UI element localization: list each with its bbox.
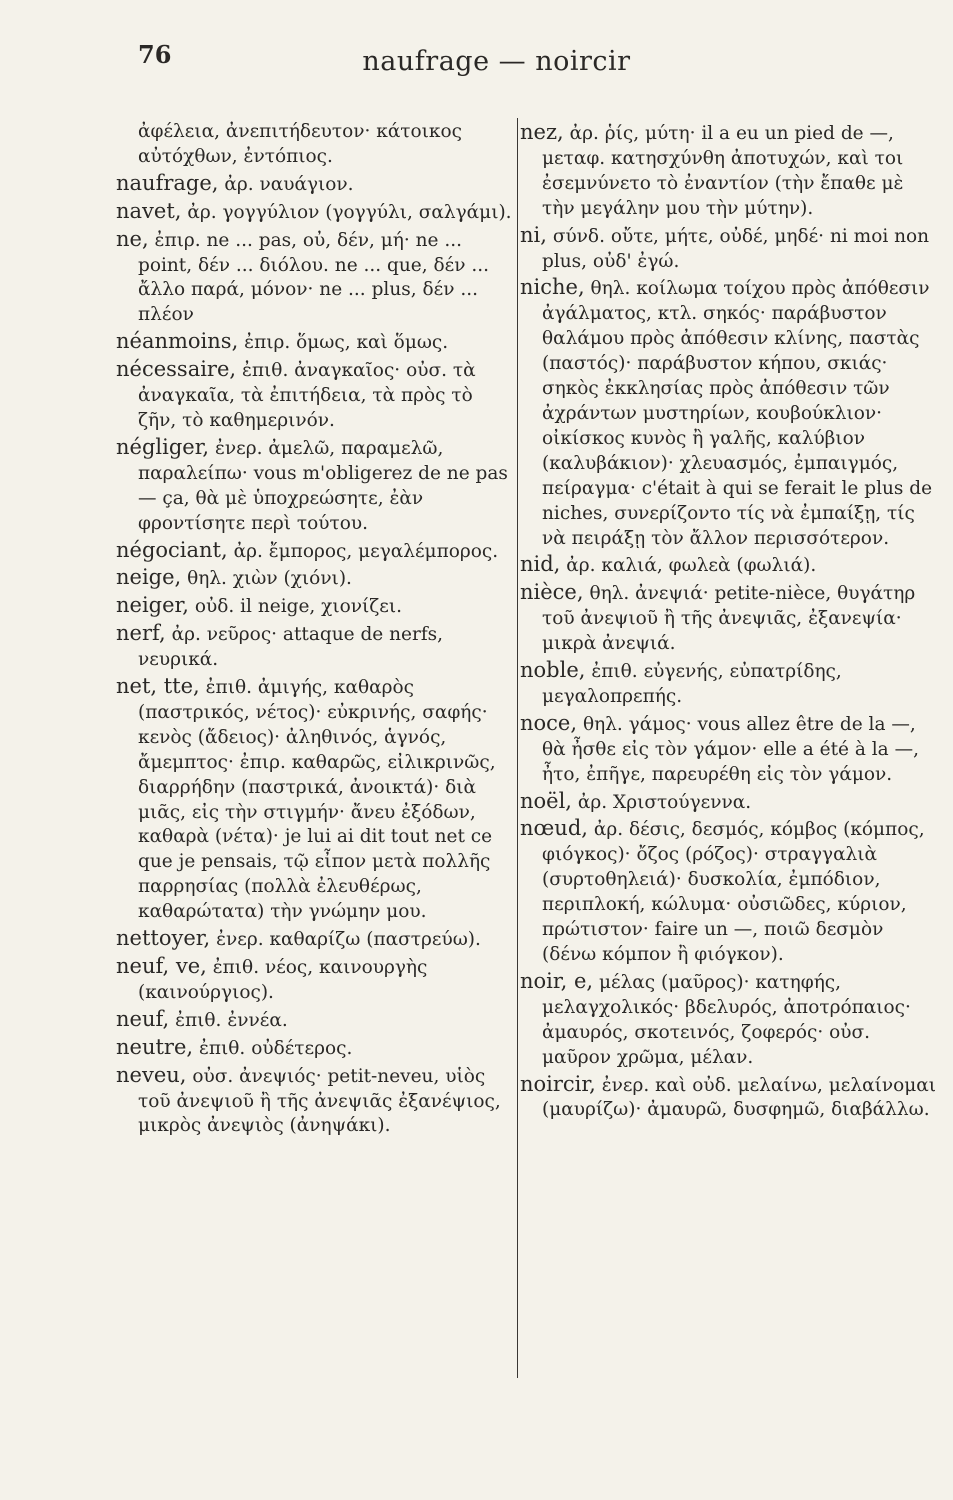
entry-definition: σύνδ. οὔτε, μήτε, οὐδέ, μηδέ· ni moi non plus, οὐδ' ἐγώ. — [542, 225, 930, 272]
dictionary-entry — [520, 816, 940, 967]
entry-headword: neutre, — [116, 1034, 194, 1059]
entry-headword: niche, — [520, 275, 585, 300]
entry-definition: ἀρ. ναυάγιον. — [224, 173, 354, 195]
dictionary-entry — [116, 674, 516, 925]
entry-definition: ἐπιθ. εὐγενής, εὐπατρίδης, μεγαλοπρεπής. — [542, 661, 842, 707]
dictionary-entry — [116, 199, 516, 226]
entry-definition: ἀρ. Χριστούγεννα. — [577, 791, 752, 813]
dictionary-entry — [116, 435, 516, 537]
entry-definition: ἐπιθ. οὐδέτερος. — [198, 1037, 353, 1059]
entry-definition: θηλ. γάμος· vous allez être de la —, θὰ ἦσθε εἰς τὸν γάμον· elle a été à la —, ἦτο, ἐπῆγε, παρευρέθη εἰς τὸν γάμον. — [542, 713, 919, 785]
entry-definition: ἐνερ. καὶ οὐδ. μελαίνω, μελαίνομαι (μαυρίζω)· ἀμαυρῶ, δυσφημῶ, διαβάλλω. — [542, 1074, 936, 1121]
dictionary-entry — [520, 789, 940, 816]
dictionary-entry — [116, 227, 516, 329]
entry-headword: neige, — [116, 565, 182, 590]
entry-definition: ἀρ. δέσις, δεσμός, κόμβος (κόμπος, φιόγκος)· ὄζος (ρόζος)· στραγγαλιὰ (συρτοθηλειά)· δυσκολία, ἐμπόδιον, περιπλοκή, κώλυμα· οὐσιῶδες, κύριον, πρώτιστον· faire un —, ποιῶ δεσμὸν (δένω κόμπον ἢ φιόγκον). — [542, 819, 925, 965]
entry-definition: οὐδ. il neige, χιονίζει. — [194, 596, 403, 618]
entry-definition: ἐπιρ. ὅμως, καὶ ὅμως. — [244, 332, 449, 354]
dictionary-entry — [116, 1007, 516, 1034]
page-number: 76 — [138, 40, 172, 69]
left-column — [116, 120, 516, 1140]
dictionary-entry — [116, 357, 516, 434]
entry-headword: nerf, — [116, 621, 166, 646]
entry-definition: ἐπιρ. ne ... pas, οὐ, δέν, μή· ne ... point, δέν ... διόλου. ne ... que, δέν ... ἄλλο παρά, μόνον· ne ... plus, δέν ... πλέον — [138, 229, 490, 326]
entry-definition: θηλ. κοίλωμα τοίχου πρὸς ἀπόθεσιν ἀγάλματος, κτλ. σηκός· παράβυστον θαλάμου πρὸς ἀπόθεσιν κλίνης, παστὰς (παστός)· παράβυστον κήπου, σκιάς· σηκὸς ἐκκλησίας πρὸς ἀπόθεσιν τῶν ἀχράντων μυστηρίων, κουβούκλιον· οἰκίσκος κυνὸς ἢ γαλῆς, καλύβιον (καλυβάκιον)· χλευασμός, ἐμπαιγμός, πείραγμα· c'était à qui se ferait le plus de niches, συνερίζοντο τίς νὰ ἐμπαίξῃ, τίς νὰ πειράξῃ τὸν ἄλλον περισσότερον. — [542, 278, 933, 549]
entry-definition: θηλ. ἀνεψιά· petite-nièce, θυγάτηρ τοῦ ἀνεψιοῦ ἢ τῆς ἀνεψιᾶς, ἐξανεψία· μικρὰ ἀνεψιά. — [542, 583, 916, 655]
entry-headword: neuf, ve, — [116, 954, 207, 978]
entry-definition: ἐπιθ. ἀμιγής, καθαρὸς (παστρικός, νέτος)· εὐκρινής, σαφής· κενὸς (ἄδειος)· ἀληθινός, ἁγνός, ἄμεμπτος· ἐπιρ. καθαρῶς, εἰλικρινῶς, διαρρήδην (παστρικά, ἀνοικτά)· διὰ μιᾶς, εἰς τὴν στιγμήν· ἄνευ ἐξόδων, καθαρὰ (νέτα)· je lui ai dit tout net ce que je pensais, τῷ εἶπον μετὰ πολλῆς παρρησίας (πολλὰ ἐλευθέρως, καθαρώτατα) τὴν γνώμην μου. — [138, 677, 496, 923]
entry-headword: neveu, — [116, 1062, 187, 1087]
entry-definition: οὐσ. ἀνεψιός· petit-neveu, υἱὸς τοῦ ἀνεψιοῦ ἢ τῆς ἀνεψιᾶς ἐξανέψιος, μικρὸς ἀνεψιὸς (ἀνηψάκι). — [138, 1065, 501, 1137]
dictionary-entry — [116, 621, 516, 673]
entry-headword: nièce, — [520, 580, 584, 605]
dictionary-entry — [520, 120, 940, 222]
dictionary-entry — [116, 329, 516, 356]
entry-headword: néanmoins, — [116, 329, 239, 354]
dictionary-entry — [520, 711, 940, 788]
dictionary-entry — [116, 538, 516, 565]
entry-headword: négliger, — [116, 434, 210, 459]
entry-headword: noble, — [520, 658, 586, 683]
dictionary-entry — [520, 580, 940, 657]
entry-definition: ἀρ. καλιά, φωλεὰ (φωλιά). — [566, 555, 817, 577]
dictionary-entry — [116, 1063, 516, 1140]
dictionary-entry — [520, 552, 940, 579]
entry-headword: noir, e, — [520, 968, 594, 993]
entry-headword: noircir, — [520, 1071, 596, 1096]
entry-headword: neuf, — [116, 1006, 170, 1031]
entry-headword: naufrage, — [116, 170, 219, 195]
entry-definition: ἀρ. νεῦρος· attaque de nerfs, νευρικά. — [138, 624, 444, 671]
dictionary-entry — [116, 926, 516, 953]
entry-definition: ἀρ. ἔμπορος, μεγαλέμπορος. — [233, 540, 499, 562]
entry-headword: noël, — [520, 788, 572, 813]
right-column — [520, 120, 940, 1124]
dictionary-entry — [520, 969, 940, 1071]
entry-definition: ἐπιθ. ἀναγκαῖος· οὐσ. τὰ ἀναγκαῖα, τὰ ἐπιτήδεια, τὰ πρὸς τὸ ζῆν, τὸ καθημερινόν. — [138, 360, 476, 431]
entry-headword: nid, — [520, 552, 561, 577]
entry-headword: nœud, — [520, 816, 588, 841]
entry-definition: ἐνερ. ἀμελῶ, παραμελῶ, παραλείπω· vous m'obligerez de ne pas — ça, θὰ μὲ ὑποχρεώσητε, ἐὰν φροντίσητε περὶ τούτου. — [138, 437, 508, 534]
entry-headword: noce, — [520, 710, 578, 735]
dictionary-entry — [116, 593, 516, 620]
entry-definition: ἐπιθ. ἐννέα. — [175, 1009, 288, 1031]
entry-definition: ἐνερ. καθαρίζω (παστρεύω). — [216, 929, 481, 951]
entry-headword: neiger, — [116, 593, 189, 618]
dictionary-entry — [520, 223, 940, 275]
dictionary-entry — [520, 658, 940, 710]
dictionary-entry — [116, 954, 516, 1006]
entry-definition: ἀφέλεια, ἀνεπιτήδευτον· κάτοικος αὐτόχθων, ἐντόπιος. — [138, 121, 462, 167]
entry-headword: négociant, — [116, 537, 228, 562]
entry-headword: nettoyer, — [116, 926, 211, 951]
dictionary-entry — [116, 171, 516, 198]
column-divider — [517, 118, 518, 1378]
dictionary-entry — [116, 120, 516, 170]
dictionary-entry — [520, 275, 940, 551]
entry-definition: ἀρ. γογγύλιον (γογγύλι, σαλγάμι). — [187, 201, 512, 223]
dictionary-entry — [116, 565, 516, 592]
entry-headword: navet, — [116, 198, 182, 223]
entry-definition: μέλας (μαῦρος)· κατηφής, μελαγχολικός· βδελυρός, ἀποτρόπαιος· ἀμαυρός, σκοτεινός, ζοφερός· οὐσ. μαῦρον χρῶμα, μέλαν. — [542, 971, 911, 1068]
entry-definition: θηλ. χιὼν (χιόνι). — [187, 568, 352, 590]
entry-headword: ne, — [116, 226, 149, 251]
dictionary-entry — [520, 1072, 940, 1124]
entry-headword: net, tte, — [116, 674, 200, 699]
dictionary-entry — [116, 1035, 516, 1062]
entry-definition: ἐπιθ. νέος, καινουργὴς (καινούργιος). — [138, 957, 428, 1003]
entry-definition: ἀρ. ῥίς, μύτη· il a eu un pied de —, μεταφ. κατησχύνθη ἀποτυχών, καὶ τοι ἐσεμνύνετο τὸ ἐναντίον (τὴν ἔπαθε μὲ τὴν μεγάλην μου τὴν μύτην). — [542, 123, 904, 219]
entry-headword: nécessaire, — [116, 357, 237, 382]
running-head: naufrage — noircir — [362, 46, 631, 77]
entry-headword: nez, — [520, 120, 564, 144]
entry-headword: ni, — [520, 222, 547, 247]
